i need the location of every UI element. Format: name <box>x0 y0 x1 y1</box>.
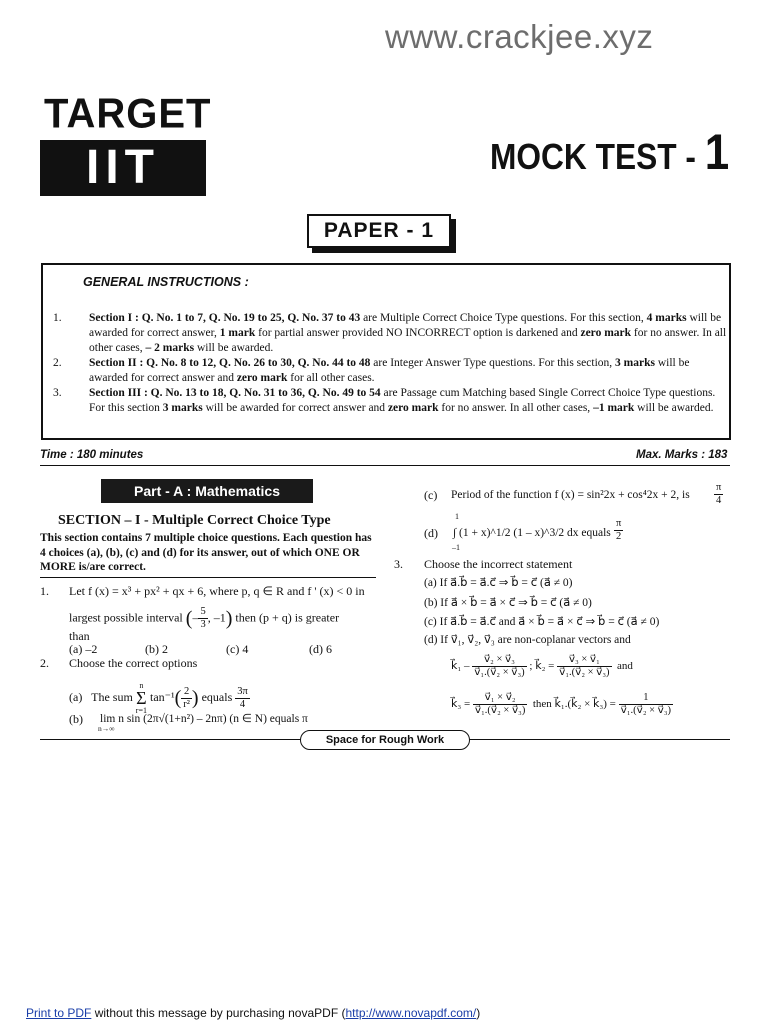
question-1-line3: than <box>69 629 90 643</box>
integral-upper: 1 <box>455 512 459 521</box>
option-c-rhs: $\frac{\pi}{4}$ <box>716 482 722 506</box>
question-1-line2: largest possible interval (– $\frac{5}{3}$ , –1) then (p + q) is greater <box>69 606 340 630</box>
novapdf-link[interactable]: http://www.novapdf.com/ <box>345 1006 477 1020</box>
option-c: Period of the function f (x) = sin²2x + cos⁴2x + 2, is <box>451 489 690 501</box>
mock-test-label: MOCK TEST - <box>490 136 696 177</box>
option-d: ∫ (1 + x)^1/2 (1 – x)^3/2 dx equals <box>453 527 611 539</box>
integral-lower: –1 <box>452 543 460 552</box>
option-a: (a) The sum n Σ r=1 tan⁻¹( $\frac{2}{\text{r²}}$ ) equals $\frac{3\pi}{4}$ <box>69 681 248 715</box>
option-b-label: (b) <box>69 712 83 726</box>
mock-test-number: 1 <box>704 124 730 180</box>
option-d: (d) If v⃗₁, v⃗₂, v⃗₃ are non-coplanar vectors and <box>424 634 631 646</box>
limit-subscript: n→∞ <box>98 724 115 733</box>
question-number: 2. <box>40 656 49 670</box>
option-d: (d) 6 <box>309 642 332 656</box>
general-instructions-box: GENERAL INSTRUCTIONS : 1. Section I : Q. No. 1 to 7, Q. No. 19 to 25, Q. No. 37 to 43 are Multiple Correct Choice Type questions. For this section, 4 marks will be awarded for correct answer, 1 mark for partial answer provided NO INCORRECT option is darkened and zero mark for no answer. In all other cases, – 2 marks will be awarded. 2. Section II : Q. No. 8 to 12, Q. No. 26 to 30, Q. No. 44 to 48 are Integer Answer Type questions. For this section, 3 marks will be awarded for correct answer and zero mark for all other cases. 3. Section III : Q. No. 13 to 18, Q. No. 31 to 36, Q. No. 49 to 54 are Passage cum Matching based Single Correct Choice Type questions. For this section 3 marks will be awarded for correct answer and zero mark for no answer. In all other cases, –1 mark will be awarded. <box>41 263 731 440</box>
option-b: (b) 2 <box>145 642 168 656</box>
paper-label: PAPER - 1 <box>307 214 451 248</box>
footer: Print to PDF without this message by purchasing novaPDF (http://www.novapdf.com/) <box>26 1006 481 1020</box>
option-c: (c) 4 <box>226 642 249 656</box>
option-c: (c) If a⃗.b⃗ = a⃗.c⃗ and a⃗ × b⃗ = a⃗ × c⃗ ⇒ b⃗ = c⃗ (a⃗ ≠ 0) <box>424 616 660 628</box>
print-to-pdf-link[interactable]: Print to PDF <box>26 1006 92 1020</box>
logo-iit: IIT <box>40 140 206 196</box>
part-a-heading: Part - A : Mathematics <box>101 479 313 503</box>
option-b: (b) If a⃗ × b⃗ = a⃗ × c⃗ ⇒ b⃗ = c⃗ (a⃗ ≠ 0) <box>424 597 592 609</box>
logo-target: TARGET <box>44 90 212 138</box>
rough-work-label: Space for Rough Work <box>300 730 470 750</box>
question-1-stem: Let f (x) = x³ + px² + qx + 6, where p, q ∈ R and f ' (x) < 0 in <box>69 584 365 598</box>
instructions-title: GENERAL INSTRUCTIONS : <box>83 275 249 289</box>
question-number: 3. <box>394 557 403 571</box>
section-description: This section contains 7 multiple choice questions. Each question has 4 choices (a), (b), (c) and (d) for its answer, out of which ONE OR MORE is/are correct. <box>40 532 372 573</box>
k1-definition: k⃗₁ – $\frac{\text{v⃗₂ × v⃗₃}}{\text{v⃗₁.(v⃗₂ × v⃗₃)}}$ ; k⃗₂ = $\frac{\text{v⃗₃ × v⃗₁}}{\text{v⃗₁.(v⃗₂ × v⃗₃)}}$ and <box>451 654 633 678</box>
option-c-label: (c) <box>424 488 438 502</box>
k3-definition: k⃗₃ = $\frac{\text{v⃗₁ × v⃗₂}}{\text{v⃗₁.(v⃗₂ × v⃗₃)}}$ then k⃗₁.(k⃗₂ × k⃗₃) = $\frac{1}{\text{v⃗₁.(v⃗₂ × v⃗₃)}}$ <box>451 692 672 716</box>
option-d-rhs: $\frac{\pi}{2}$ <box>616 518 622 542</box>
option-b: lim n sin (2π√(1+n²) – 2nπ) (n ∈ N) equals π <box>100 713 308 725</box>
option-a: (a) If a⃗.b⃗ = a⃗.c⃗ ⇒ b⃗ = c⃗ (a⃗ ≠ 0) <box>424 577 573 589</box>
divider <box>40 577 376 578</box>
section-title: SECTION – I - Multiple Correct Choice Type <box>58 513 331 528</box>
mock-test-title <box>490 123 729 181</box>
max-marks-label: Max. Marks : 183 <box>636 449 728 461</box>
question-3-stem: Choose the incorrect statement <box>424 557 573 571</box>
question-2-stem: Choose the correct options <box>69 656 198 670</box>
time-label: Time : 180 minutes <box>40 449 144 461</box>
question-number: 1. <box>40 584 49 598</box>
watermark-url: www.crackjee.xyz <box>385 18 654 55</box>
divider <box>40 465 730 466</box>
option-d-label: (d) <box>424 526 438 540</box>
option-a: (a) –2 <box>69 642 98 656</box>
